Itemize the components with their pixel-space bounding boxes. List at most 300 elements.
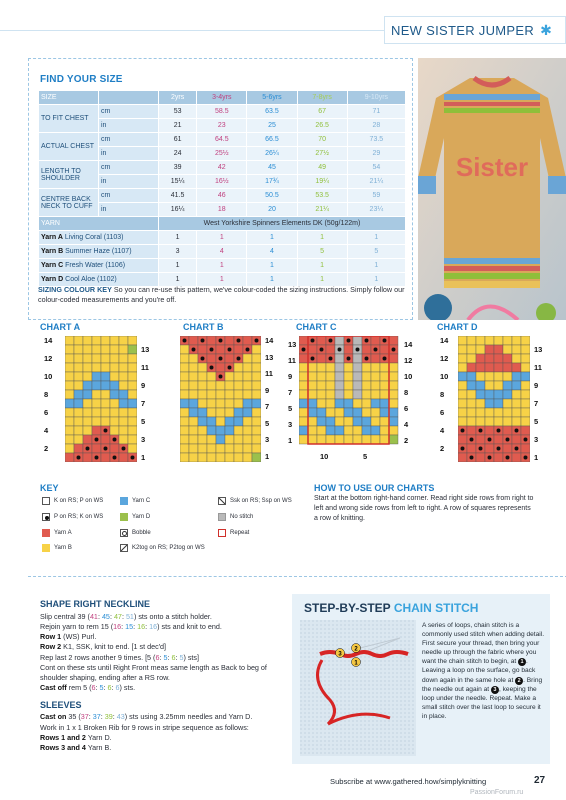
chart-cell <box>243 363 252 372</box>
purl-dot <box>506 456 510 460</box>
row-number: 7 <box>534 399 539 408</box>
step-1-label: 1 <box>354 660 358 667</box>
chart-cell <box>119 453 128 462</box>
chart-cell <box>243 381 252 390</box>
chart-cell <box>110 336 119 345</box>
purl-dot <box>104 447 108 451</box>
chart-cell <box>65 390 74 399</box>
chart-cell <box>180 453 189 462</box>
chart-cell <box>389 399 398 408</box>
yarn-desc: West Yorkshire Spinners Elements DK (50g/122m) <box>159 217 406 231</box>
row-number: 5 <box>141 417 146 426</box>
value-cell: 49 <box>297 161 347 175</box>
chart-cell <box>476 453 485 462</box>
chart-cell <box>234 426 243 435</box>
chart-cell <box>189 390 198 399</box>
chart-cell <box>344 390 353 399</box>
chart-cell <box>317 426 326 435</box>
chart-cell <box>101 399 110 408</box>
table-row <box>39 161 406 175</box>
chart-cell <box>92 408 101 417</box>
chart-cell <box>512 408 521 417</box>
chart-cell <box>353 363 362 372</box>
chart-cell <box>317 372 326 381</box>
purl-dot <box>506 438 510 442</box>
chart-cell <box>92 417 101 426</box>
purl-dot <box>461 447 465 451</box>
chart-cell <box>198 417 207 426</box>
chart-cell <box>207 372 216 381</box>
neckline-title: SHAPE RIGHT NECKLINE <box>40 599 151 609</box>
row-number: 14 <box>440 336 449 345</box>
chart-cell <box>180 381 189 390</box>
chart-cell <box>207 381 216 390</box>
row-number: 1 <box>288 436 293 445</box>
chart-cell <box>207 426 216 435</box>
purl-dot <box>302 348 306 352</box>
pattern-line: Row 1 (WS) Purl. <box>40 632 97 642</box>
chart-cell <box>344 399 353 408</box>
value-cell: 45 <box>247 161 297 175</box>
chart-cell <box>335 336 344 345</box>
chart-cell <box>110 444 119 453</box>
chart-cell <box>485 363 494 372</box>
row-label: LENGTH TO SHOULDER <box>39 161 99 189</box>
chart-cell <box>198 435 207 444</box>
chart-cell <box>371 417 380 426</box>
chart-cell <box>74 345 83 354</box>
chart-cell <box>225 372 234 381</box>
chart-cell <box>216 381 225 390</box>
chart-cell <box>308 408 317 417</box>
value-cell: 1 <box>347 259 405 273</box>
chart-a-grid <box>65 336 137 462</box>
chart-cell <box>180 426 189 435</box>
subscribe-link[interactable]: Subscribe at www.gathered.how/simplyknitting <box>330 777 487 786</box>
value-cell: 67 <box>297 105 347 119</box>
purl-dot <box>515 429 519 433</box>
chart-cell <box>110 381 119 390</box>
chart-cell <box>243 354 252 363</box>
chart-cell <box>494 408 503 417</box>
chart-cell <box>74 408 83 417</box>
chart-cell <box>380 399 389 408</box>
value-cell: 39 <box>159 161 197 175</box>
chart-cell <box>128 354 137 363</box>
chart-cell <box>110 363 119 372</box>
chart-cell <box>521 444 530 453</box>
purl-dot <box>488 438 492 442</box>
row-number: 7 <box>288 388 293 397</box>
purl-dot <box>237 339 241 343</box>
chart-cell <box>362 345 371 354</box>
row-number: 5 <box>534 417 539 426</box>
row-number: 3 <box>288 420 293 429</box>
chart-cell <box>485 336 494 345</box>
chart-cell <box>389 336 398 345</box>
purl-dot <box>329 339 333 343</box>
colour-key-label: SIZING COLOUR KEY <box>38 285 112 294</box>
chart-cell <box>189 417 198 426</box>
value-cell: 21¼ <box>297 203 347 217</box>
purl-dot <box>210 366 214 370</box>
table-head-cell: SIZE <box>39 91 99 105</box>
purl-dot <box>338 348 342 352</box>
value-cell: 16½ <box>197 175 247 189</box>
key-item: Ssk on RS; Ssp on WS <box>218 497 292 505</box>
chart-cell <box>362 381 371 390</box>
row-number: 8 <box>404 388 409 397</box>
purl-dot <box>104 429 108 433</box>
chart-cell <box>512 417 521 426</box>
chart-cell <box>485 444 494 453</box>
chart-cell <box>189 381 198 390</box>
chart-cell <box>308 399 317 408</box>
value-cell: 1 <box>247 259 297 273</box>
chart-cell <box>101 336 110 345</box>
chart-cell <box>335 426 344 435</box>
header-rule <box>0 30 384 31</box>
row-number: 1 <box>141 453 146 462</box>
chart-b-grid <box>180 336 261 462</box>
purl-dot <box>470 438 474 442</box>
purl-dot <box>192 348 196 352</box>
chart-cell <box>128 390 137 399</box>
chart-cell <box>243 390 252 399</box>
purl-dot <box>201 357 205 361</box>
chart-cell <box>308 426 317 435</box>
value-cell: 17¾ <box>247 175 297 189</box>
chart-cell <box>101 381 110 390</box>
chart-cell <box>503 426 512 435</box>
row-number: 14 <box>44 336 53 345</box>
chart-cell <box>299 336 308 345</box>
chart-b-title: CHART B <box>183 322 224 332</box>
table-row <box>39 91 406 105</box>
chart-cell <box>74 435 83 444</box>
pattern-line: Slip central 39 (41: 45: 47: 51) sts onto a stitch holder. <box>40 611 212 621</box>
row-number: 9 <box>534 381 539 390</box>
purl-dot <box>383 357 387 361</box>
chart-cell <box>521 399 530 408</box>
purl-dot <box>347 357 351 361</box>
chart-cell <box>362 363 371 372</box>
row-number: 13 <box>288 340 297 349</box>
value-cell: 1 <box>197 231 247 245</box>
chart-cell <box>216 345 225 354</box>
chart-cell <box>128 426 137 435</box>
chart-cell <box>65 435 74 444</box>
row-number: 8 <box>440 390 445 399</box>
chart-cell <box>476 408 485 417</box>
chart-cell <box>371 426 380 435</box>
value-cell: 5 <box>297 245 347 259</box>
chart-cell <box>198 381 207 390</box>
chart-cell <box>389 426 398 435</box>
purl-dot <box>311 357 315 361</box>
value-cell: 15¼ <box>159 175 197 189</box>
row-number: 12 <box>440 354 449 363</box>
value-cell: 25 <box>247 119 297 133</box>
chart-cell <box>512 381 521 390</box>
chart-cell <box>74 417 83 426</box>
row-label: ACTUAL CHEST <box>39 133 99 161</box>
key-item: Bobble <box>120 529 151 537</box>
purl-dot <box>461 429 465 433</box>
chart-cell <box>83 426 92 435</box>
yarn-label: Yarn D Cool Aloe (1102) <box>39 273 159 287</box>
chart-cell <box>207 336 216 345</box>
chart-cell <box>308 390 317 399</box>
chart-cell <box>380 345 389 354</box>
row-number: 10 <box>44 372 53 381</box>
bobble-symbol <box>120 529 128 537</box>
purl-dot <box>524 456 528 460</box>
repeat-symbol <box>218 529 226 537</box>
chart-cell <box>503 345 512 354</box>
chart-cell <box>216 363 225 372</box>
purl-dot <box>470 456 474 460</box>
chart-cell <box>389 408 398 417</box>
chart-cell <box>119 354 128 363</box>
row-number: 12 <box>44 354 53 363</box>
chart-cell <box>476 417 485 426</box>
chart-cell <box>234 363 243 372</box>
chart-cell <box>503 399 512 408</box>
chart-cell <box>326 372 335 381</box>
chart-cell <box>299 399 308 408</box>
chart-cell <box>128 381 137 390</box>
chart-cell <box>335 399 344 408</box>
chart-cell <box>503 390 512 399</box>
chart-cell <box>521 390 530 399</box>
value-cell: 1 <box>159 273 197 287</box>
table-row <box>39 245 406 259</box>
chart-cell <box>252 372 261 381</box>
chart-cell <box>299 408 308 417</box>
chart-cell <box>326 381 335 390</box>
chart-cell <box>216 435 225 444</box>
chart-cell <box>485 417 494 426</box>
yarn-a-swatch <box>42 529 50 537</box>
chart-cell <box>512 390 521 399</box>
chart-cell <box>503 336 512 345</box>
ssk-symbol <box>218 497 226 505</box>
chart-cell <box>119 390 128 399</box>
chart-cell <box>494 417 503 426</box>
chart-cell <box>353 435 362 444</box>
purl-dot <box>311 339 315 343</box>
chart-cell <box>207 408 216 417</box>
value-cell: 59 <box>347 189 405 203</box>
key-item: Repeat <box>218 529 249 537</box>
value-cell: 1 <box>247 273 297 287</box>
yarn-b-swatch <box>42 544 50 552</box>
value-cell: 4 <box>247 245 297 259</box>
chart-cell <box>101 372 110 381</box>
chart-cell <box>503 363 512 372</box>
value-cell: 1 <box>297 231 347 245</box>
chart-cell <box>380 417 389 426</box>
chart-cell <box>198 363 207 372</box>
purl-dot <box>86 447 90 451</box>
purl-dot <box>219 375 223 379</box>
chart-cell <box>65 453 74 462</box>
chart-cell <box>101 435 110 444</box>
chart-cell <box>83 345 92 354</box>
chart-cell <box>335 354 344 363</box>
step-1-badge: 1 <box>518 658 526 666</box>
value-cell: 25½ <box>197 147 247 161</box>
chart-cell <box>207 435 216 444</box>
value-cell: 53 <box>159 105 197 119</box>
chart-cell <box>371 363 380 372</box>
chart-cell <box>494 381 503 390</box>
row-number: 4 <box>44 426 49 435</box>
chart-cell <box>494 345 503 354</box>
chart-cell <box>180 399 189 408</box>
chart-cell <box>353 426 362 435</box>
chart-cell <box>198 426 207 435</box>
chart-cell <box>234 417 243 426</box>
chart-cell <box>335 417 344 426</box>
chart-a-title: CHART A <box>40 322 81 332</box>
chart-cell <box>207 444 216 453</box>
chart-cell <box>128 336 137 345</box>
chart-cell <box>252 399 261 408</box>
purl-dot <box>95 456 99 460</box>
chart-cell <box>353 372 362 381</box>
chart-cell <box>326 435 335 444</box>
chart-cell <box>65 336 74 345</box>
chart-cell <box>344 363 353 372</box>
unit-cell: in <box>99 119 159 133</box>
chart-cell <box>317 354 326 363</box>
row-number: 11 <box>534 363 542 372</box>
chart-cell <box>207 354 216 363</box>
table-head-cell: 2yrs <box>159 91 197 105</box>
value-cell: 1 <box>159 231 197 245</box>
sizing-colour-key <box>38 285 418 306</box>
table-row <box>39 217 406 231</box>
chart-cell <box>189 453 198 462</box>
chart-cell <box>353 354 362 363</box>
chart-cell <box>389 435 398 444</box>
pattern-title: NEW SISTER JUMPER <box>391 22 535 38</box>
chart-cell <box>494 390 503 399</box>
chart-cell <box>521 354 530 363</box>
chart-cell <box>110 426 119 435</box>
chart-cell <box>371 399 380 408</box>
chart-cell <box>458 399 467 408</box>
row-number: 10 <box>440 372 449 381</box>
howto-text: Start at the bottom right-hand corner. Read right side rows from right to left and wrong side rows from left to right. A row of squares represents a row of knitting. <box>314 495 534 522</box>
pattern-instructions <box>40 598 290 753</box>
chart-cell <box>476 354 485 363</box>
chart-cell <box>180 363 189 372</box>
chart-cell <box>234 390 243 399</box>
chart-cell <box>317 381 326 390</box>
chart-cell <box>458 417 467 426</box>
chart-cell <box>458 372 467 381</box>
row-number: 6 <box>440 408 445 417</box>
purl-dot <box>497 429 501 433</box>
row-number: 3 <box>141 435 146 444</box>
row-number: 8 <box>44 390 49 399</box>
row-number: 11 <box>141 363 149 372</box>
chart-cell <box>189 354 198 363</box>
chart-cell <box>476 372 485 381</box>
purl-dot <box>347 339 351 343</box>
chart-cell <box>521 381 530 390</box>
chart-cell <box>65 345 74 354</box>
row-number: 10 <box>404 372 413 381</box>
chart-cell <box>189 336 198 345</box>
purl-dot <box>228 366 232 370</box>
chain-stitch-illustration <box>300 620 416 756</box>
sleeves-title: SLEEVES <box>40 699 82 710</box>
chart-cell <box>458 408 467 417</box>
chart-cell <box>198 453 207 462</box>
table-row <box>39 231 406 245</box>
chart-cell <box>252 426 261 435</box>
chart-cell <box>234 408 243 417</box>
chart-cell <box>485 372 494 381</box>
purl-dot <box>374 348 378 352</box>
chart-cell <box>476 345 485 354</box>
purl-dot <box>210 348 214 352</box>
chart-cell <box>198 345 207 354</box>
chart-cell <box>512 354 521 363</box>
chart-cell <box>65 372 74 381</box>
chart-cell <box>189 372 198 381</box>
chart-cell <box>180 417 189 426</box>
chart-cell <box>128 435 137 444</box>
chart-cell <box>299 363 308 372</box>
chart-cell <box>494 435 503 444</box>
value-cell: 20 <box>247 203 297 217</box>
chart-cell <box>243 372 252 381</box>
chart-cell <box>467 372 476 381</box>
chart-cell <box>243 426 252 435</box>
value-cell: 18 <box>197 203 247 217</box>
value-cell: 66.5 <box>247 133 297 147</box>
value-cell: 1 <box>197 259 247 273</box>
chart-cell <box>128 363 137 372</box>
chart-cell <box>252 444 261 453</box>
chart-cell <box>243 444 252 453</box>
col-number: 10 <box>320 452 329 461</box>
chart-cell <box>380 408 389 417</box>
chart-cell <box>207 417 216 426</box>
k2tog-symbol <box>120 544 128 552</box>
key-item: Yarn D <box>120 513 150 521</box>
chart-cell <box>243 453 252 462</box>
photo-text: Sister <box>455 152 529 182</box>
chart-cell <box>83 408 92 417</box>
chart-cell <box>119 426 128 435</box>
table-row <box>39 259 406 273</box>
yarn-label: Yarn B Summer Haze (1107) <box>39 245 159 259</box>
chart-cell <box>207 453 216 462</box>
step-2-badge: 2 <box>515 677 523 685</box>
chart-cell <box>299 354 308 363</box>
chart-cell <box>198 408 207 417</box>
row-number: 1 <box>265 451 270 461</box>
chart-cell <box>252 390 261 399</box>
chart-cell <box>503 354 512 363</box>
row-label: CENTRE BACK NECK TO CUFF <box>39 189 99 217</box>
